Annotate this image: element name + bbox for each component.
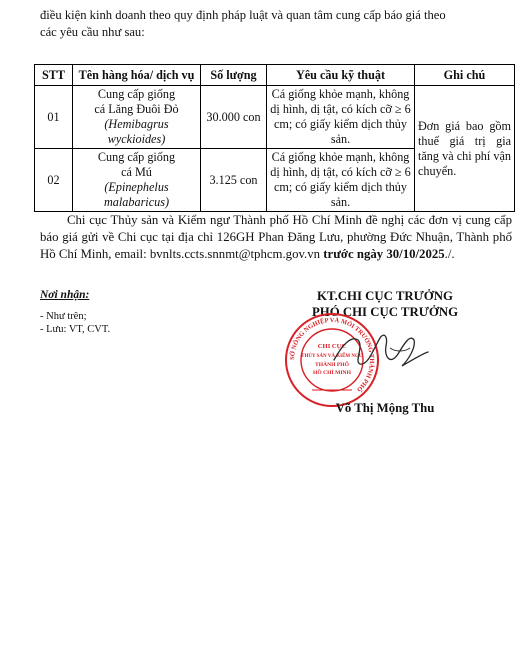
header-item-name: Tên hàng hóa/ dịch vụ bbox=[73, 65, 201, 86]
handwritten-signature bbox=[330, 326, 430, 374]
row-quantity: 3.125 con bbox=[201, 149, 267, 212]
request-paragraph bbox=[40, 212, 512, 263]
note-text: Đơn giá bao gồm thuế giá trị gia tăng và chi phí vận chuyển. bbox=[418, 118, 511, 178]
stamp-ring-text: SỞ NÔNG NGHIỆP VÀ MÔI TRƯỜNG THÀNH PHỐ bbox=[288, 316, 376, 393]
row-requirement: Cá giống khỏe mạnh, không dị hình, dị tật, có kích cỡ ≥ 6 cm; có giấy kiểm dịch thủy sản. bbox=[267, 86, 415, 149]
deadline-suffix: ./. bbox=[444, 247, 455, 261]
stamp-line-1: CHI CỤC bbox=[317, 343, 347, 350]
row-item-name bbox=[73, 149, 201, 212]
signature-title-1: KT.CHI CỤC TRƯỞNG bbox=[317, 289, 453, 303]
signature-stroke bbox=[334, 335, 428, 366]
scientific-name: (Hemibagrus wyckioides) bbox=[104, 117, 169, 146]
row-item-name bbox=[73, 86, 201, 149]
recipients-block bbox=[40, 289, 110, 336]
stamp-line-2: THỦY SẢN VÀ KIỂM NGƯ bbox=[301, 354, 363, 359]
intro-line-2: các yêu cầu như sau: bbox=[40, 25, 145, 39]
signer-name: Võ Thị Mộng Thu bbox=[335, 401, 435, 415]
intro-line-1: điều kiện kinh doanh theo quy định pháp luật và quan tâm cung cấp báo giá theo bbox=[40, 8, 446, 22]
header-quantity: Số lượng bbox=[201, 65, 267, 86]
row-quantity: 30.000 con bbox=[201, 86, 267, 149]
request-text: Chi cục Thủy sản và Kiểm ngư Thành phố Hồ Chí Minh đề nghị các đơn vị cung cấp báo giá gửi về Chi cục tại địa chỉ 126GH Phan Đăng Lưu, phường Đức Nhuận, Thành phố Hồ Chí Minh, email: bvnlts.ccts.snnmt@tphcm.gov.vn bbox=[40, 213, 512, 261]
signature-title-2: PHÓ CHI CỤC TRƯỞNG bbox=[311, 305, 459, 319]
table-header-row bbox=[35, 65, 515, 86]
header-requirements: Yêu cầu kỹ thuật bbox=[267, 65, 415, 86]
scientific-name: (Epinephelus malabaricus) bbox=[104, 180, 169, 209]
table-row bbox=[35, 86, 515, 149]
stamp-line-4: HỒ CHÍ MINH bbox=[313, 370, 351, 376]
recipients-heading: Nơi nhận: bbox=[40, 289, 90, 301]
intro-text bbox=[40, 7, 510, 41]
deadline-text: trước ngày 30/10/2025 bbox=[323, 247, 445, 261]
row-stt: 01 bbox=[35, 86, 73, 149]
item-name-line: Cung cấp giống bbox=[97, 87, 176, 101]
recipient-item: - Như trên; bbox=[40, 311, 87, 322]
item-name-line: cá Mú bbox=[121, 165, 152, 179]
requirements-table bbox=[34, 64, 515, 212]
row-requirement: Cá giống khỏe mạnh, không dị hình, dị tật, có kích cỡ ≥ 6 cm; có giấy kiểm dịch thủy sản. bbox=[267, 149, 415, 212]
header-stt: STT bbox=[35, 65, 73, 86]
item-name-line: cá Lăng Đuôi Đỏ bbox=[94, 102, 179, 116]
row-stt: 02 bbox=[35, 149, 73, 212]
recipient-item: - Lưu: VT, CVT. bbox=[40, 324, 111, 335]
item-name-line: Cung cấp giống bbox=[97, 150, 176, 164]
header-notes: Ghi chú bbox=[415, 65, 515, 86]
note-cell bbox=[415, 86, 515, 212]
stamp-line-3: THÀNH PHỐ bbox=[314, 362, 350, 368]
